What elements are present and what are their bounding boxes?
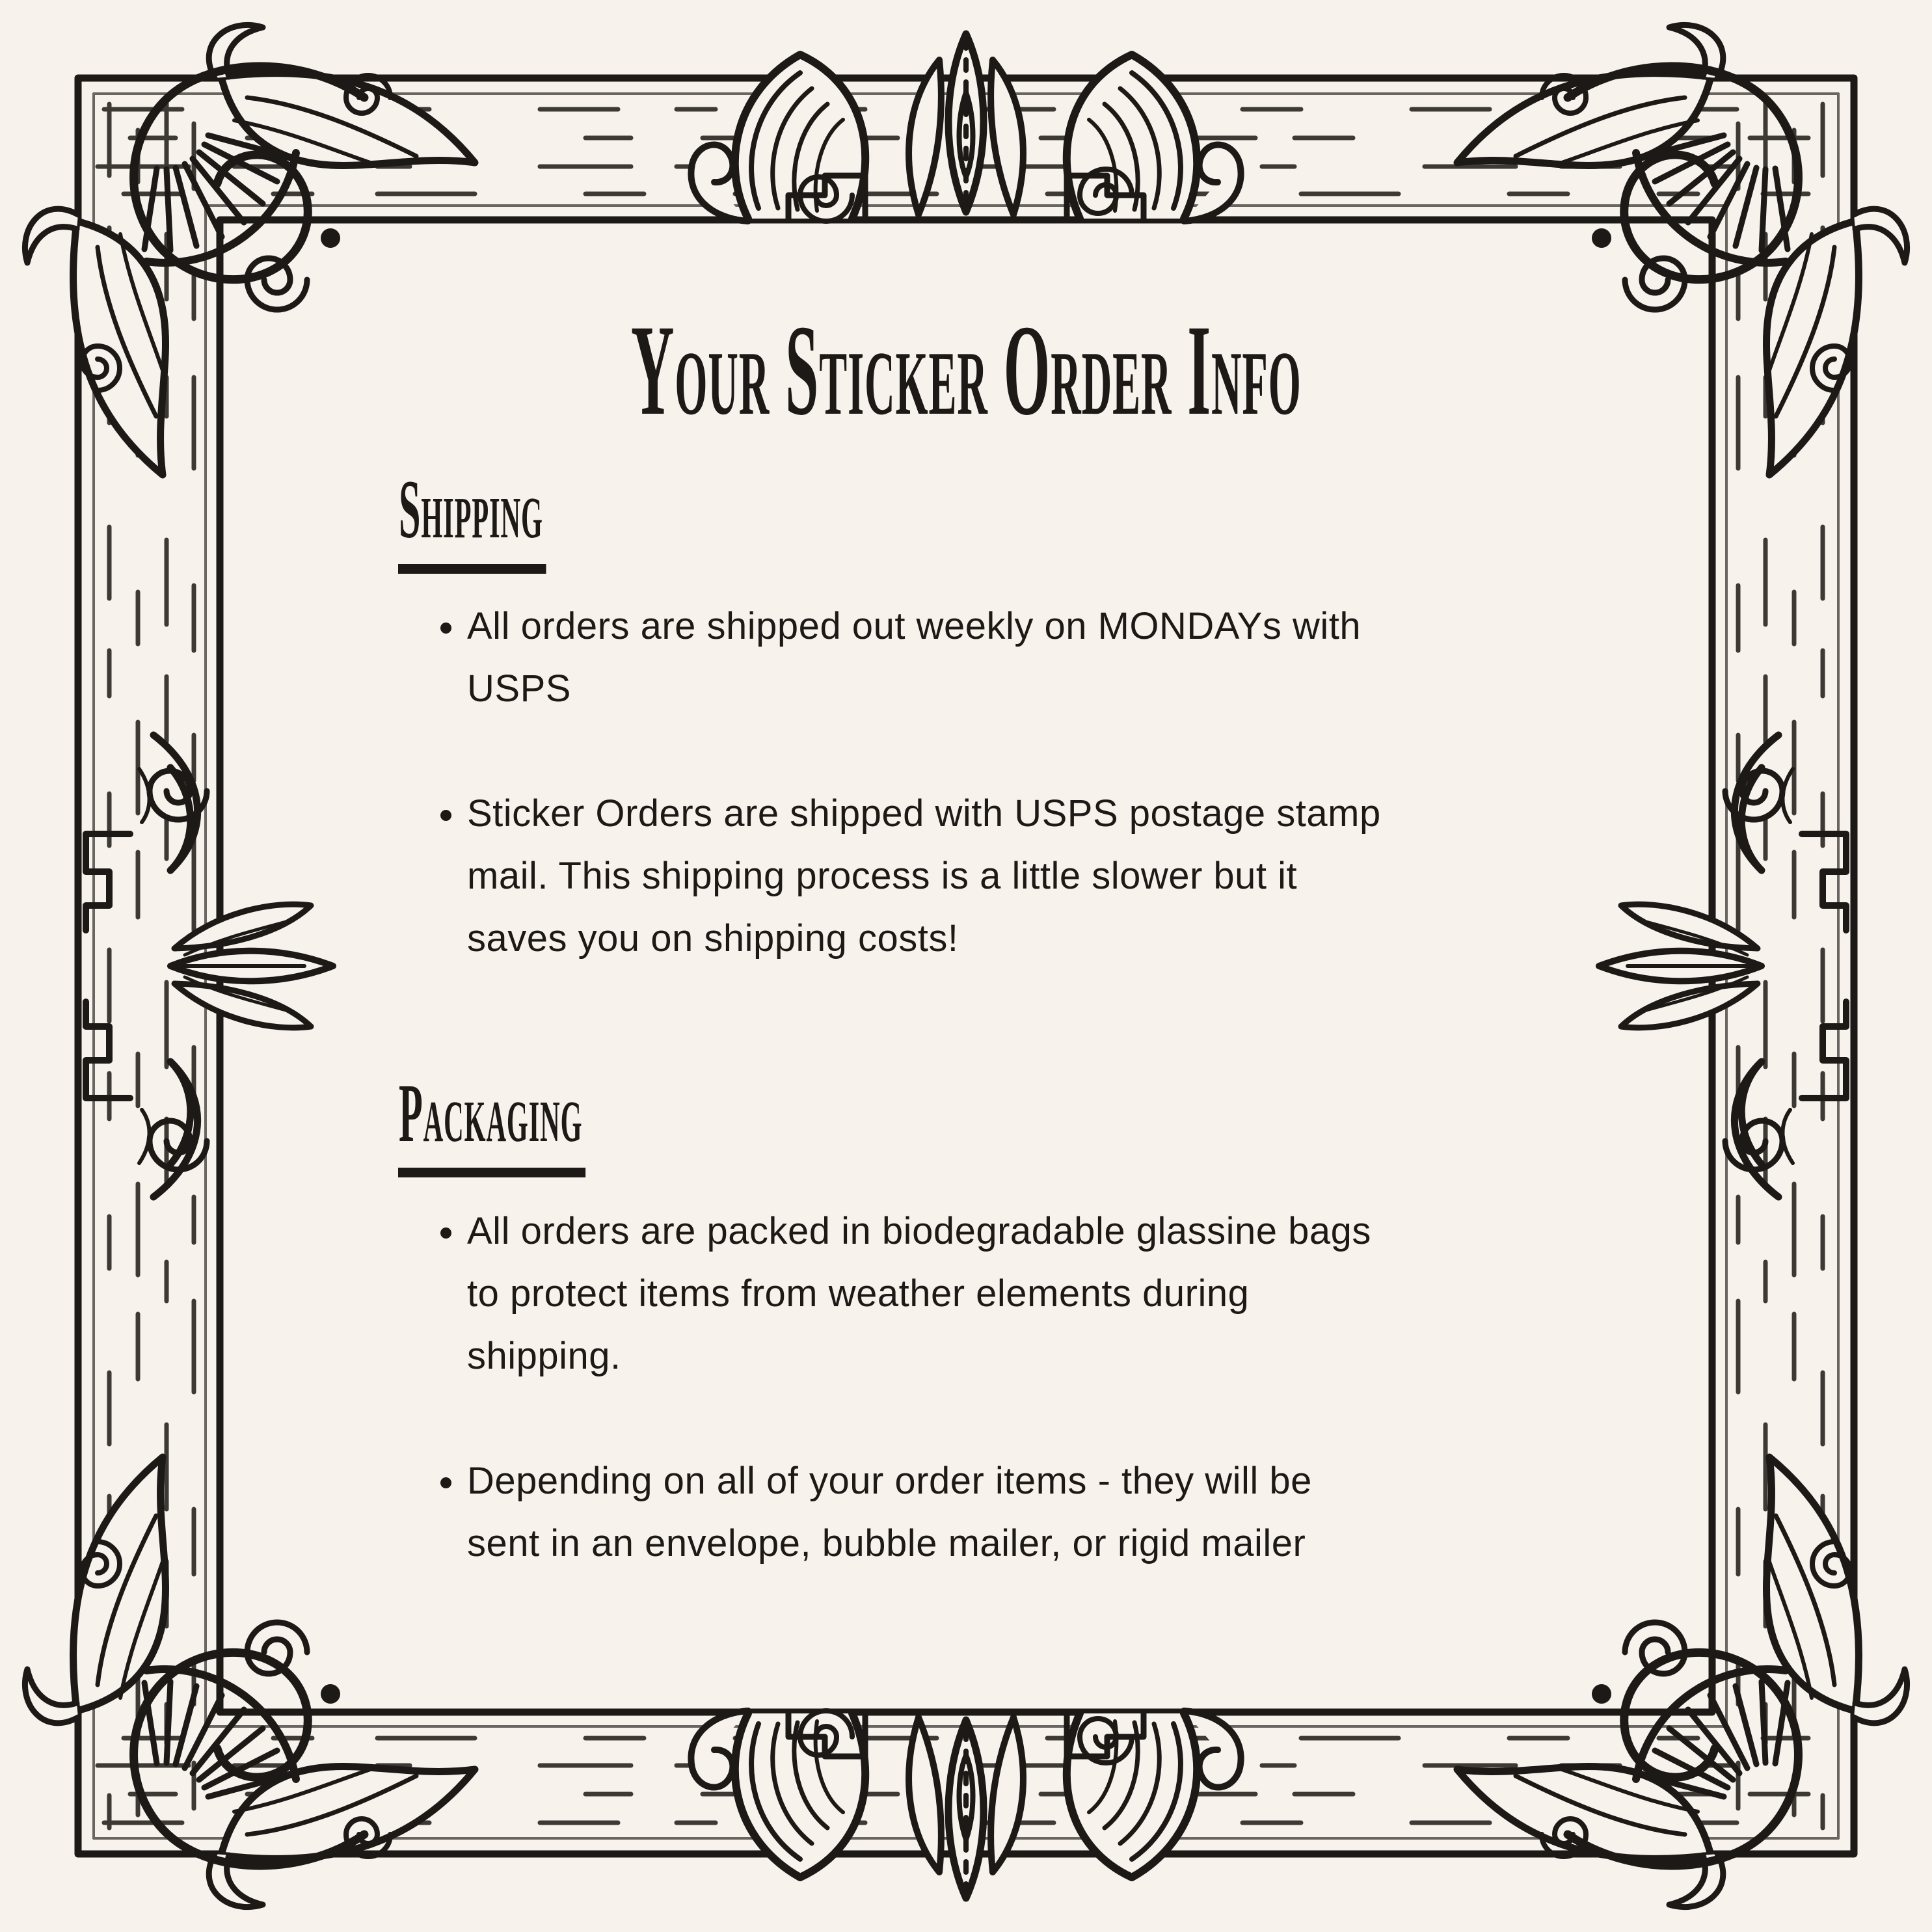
packaging-bullet-list <box>390 1200 1612 1575</box>
list-item <box>467 1200 1612 1388</box>
list-item <box>467 1450 1612 1575</box>
bullet-line: saves you on shipping costs! <box>467 917 959 959</box>
bullet-line: • Depending on all of your order items - they will be <box>467 1460 1312 1502</box>
bullet-line: USPS <box>467 667 571 710</box>
bullet-line: • Sticker Orders are shipped with USPS postage stamp <box>467 792 1381 835</box>
page-title-text: Your Sticker Order Info <box>630 299 1302 442</box>
bullet-line: to protect items from weather elements during <box>467 1272 1250 1315</box>
shipping-bullet-list <box>390 595 1612 970</box>
bullet-line: mail. This shipping process is a little slower but it <box>467 855 1298 897</box>
bullet-line: shipping. <box>467 1335 621 1377</box>
heading-shipping <box>398 462 713 574</box>
heading-shipping-text: Shipping <box>398 462 546 574</box>
list-item <box>467 783 1612 970</box>
heading-packaging-text: Packaging <box>398 1066 585 1177</box>
bullet-line: sent in an envelope, bubble mailer, or rigid mailer <box>467 1522 1306 1564</box>
page-title <box>0 299 1932 442</box>
bullet-line: • All orders are shipped out weekly on MONDAYs with <box>467 605 1362 647</box>
list-item <box>467 595 1612 720</box>
heading-packaging <box>398 1066 797 1177</box>
bullet-line: • All orders are packed in biodegradable glassine bags <box>467 1210 1371 1252</box>
